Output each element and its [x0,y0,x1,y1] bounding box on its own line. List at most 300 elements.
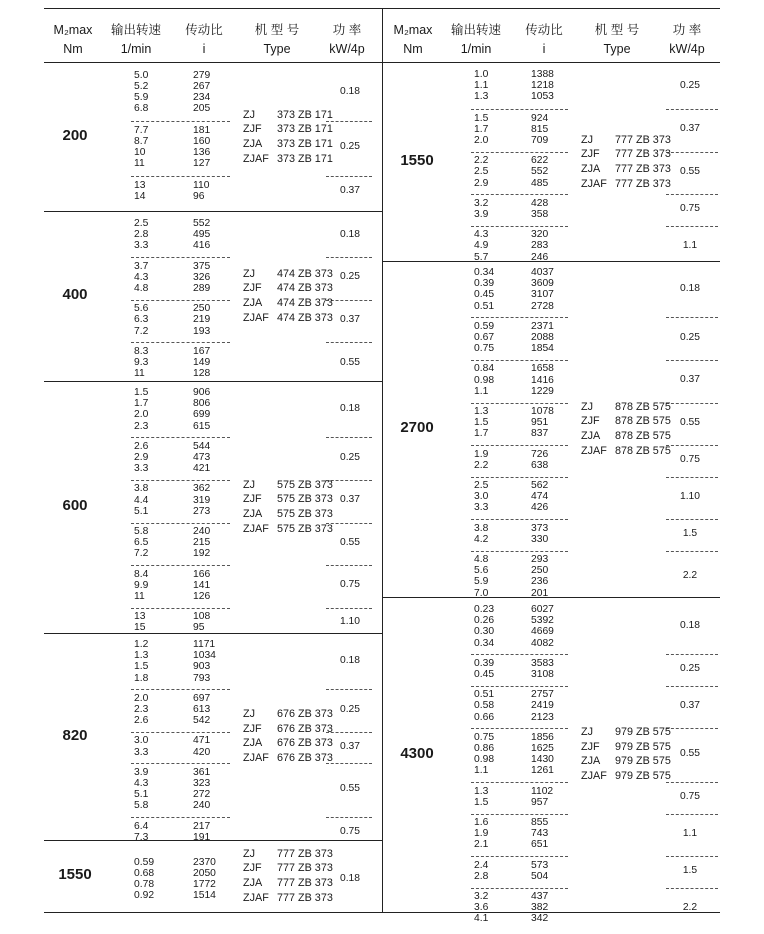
gear-ratio: 421 [193,463,211,475]
block-divider [44,381,382,382]
header-label: 传动比 [185,23,223,37]
model-prefix: ZJA [243,876,263,889]
motor-power: 0.37 [339,740,361,752]
gear-ratio: 219 [193,314,211,326]
output-speed: 1.3 [474,785,489,797]
gear-ratio: 342 [531,913,549,925]
gear-ratio: 474 [531,491,549,503]
speed-group [134,441,148,475]
model-prefix: ZJF [243,493,262,506]
group-divider [666,152,718,153]
ratio-group [193,611,210,633]
output-speed: 3.0 [474,491,489,503]
output-speed: 2.5 [474,480,489,491]
gear-ratio: 330 [531,533,549,545]
output-speed: 4.1 [474,913,489,925]
gear-ratio: 855 [531,817,549,828]
gear-ratio: 126 [193,590,211,602]
model-code: 575 ZB 373 [277,478,333,491]
header-label: 功 率 [672,23,702,37]
header-unit: Type [263,42,291,56]
output-speed: 0.84 [474,363,495,375]
gear-ratio: 1416 [531,374,554,386]
output-speed: 13 [134,179,146,191]
output-speed: 0.39 [474,657,495,669]
gear-ratio: 2123 [531,711,554,723]
output-speed: 0.75 [474,731,495,743]
group-divider [326,523,372,524]
group-divider [131,480,230,481]
output-speed: 2.2 [474,155,489,167]
gear-ratio: 323 [193,777,211,789]
model-prefix: ZJ [581,726,593,739]
gear-ratio: 815 [531,123,549,135]
speed-group [134,857,154,902]
output-speed: 0.45 [474,668,495,680]
gear-ratio: 110 [193,179,210,191]
model-type [243,847,333,862]
output-speed: 5.8 [134,800,149,812]
max-torque-value: 400 [62,286,88,303]
column-header [384,21,442,59]
model-type-list [581,400,671,458]
output-speed: 1.2 [134,639,149,650]
gear-ratio: 743 [531,828,549,840]
group-divider [326,689,372,690]
gear-ratio: 2371 [531,320,554,332]
group-divider [666,445,718,446]
gear-ratio: 793 [193,672,211,684]
gear-ratio: 416 [193,240,211,252]
gear-ratio: 495 [193,229,211,241]
gear-ratio: 699 [193,409,211,421]
header-label: M₂max [393,23,433,37]
gear-ratio: 651 [531,839,549,851]
max-torque-value: 820 [62,726,88,744]
gear-ratio: 279 [193,69,211,81]
motor-power: 0.25 [679,663,701,674]
output-speed: 11 [134,590,145,602]
output-speed: 4.8 [134,282,149,294]
motor-power: 0.55 [679,166,701,177]
gear-ratio: 361 [193,766,211,778]
block-divider [44,633,382,634]
model-prefix: ZJF [243,282,262,295]
gear-ratio: 192 [193,548,211,560]
max-torque-value: 4300 [400,744,434,762]
gear-ratio: 234 [193,92,211,104]
output-speed: 13 [134,611,146,623]
gear-ratio: 181 [193,124,211,136]
speed-group [474,155,488,189]
gear-ratio: 95 [193,622,205,634]
gear-ratio: 709 [531,134,549,146]
gear-ratio: 246 [531,251,549,263]
group-divider [471,109,568,110]
speed-group [134,180,145,202]
header-unit: Type [603,42,631,56]
group-divider [666,360,718,361]
output-speed: 3.2 [474,197,489,209]
speed-group [474,658,494,680]
output-speed: 4.9 [474,240,489,252]
group-divider [131,342,230,343]
group-divider [131,257,230,258]
model-code: 373 ZB 171 [277,123,333,136]
output-speed: 15 [134,622,146,634]
gear-ratio: 217 [193,820,211,832]
group-divider [471,728,568,729]
group-divider [471,519,568,520]
gear-ratio: 4037 [531,267,554,278]
output-speed: 1.5 [474,112,489,124]
output-speed: 2.1 [474,839,489,851]
ratio-group [193,70,210,115]
max-torque-value: 2700 [400,419,434,436]
model-prefix: ZJAF [581,444,607,457]
model-code: 979 ZB 575 [615,755,671,768]
group-divider [666,782,718,783]
header-label: 机 型 号 [594,23,640,37]
group-divider [131,608,230,609]
gear-ratio: 1658 [531,363,554,375]
ratio-group [193,346,210,380]
motor-power: 0.37 [339,185,361,197]
model-type [581,769,671,784]
header-unit: kW/4p [329,42,365,56]
output-speed: 2.9 [134,451,149,463]
model-code: 373 ZB 171 [277,108,333,121]
motor-power: 0.18 [339,655,361,667]
output-speed: 0.92 [134,890,155,902]
group-divider [326,565,372,566]
motor-power: 0.37 [339,314,361,325]
output-speed: 1.9 [474,828,489,840]
gear-ratio: 1856 [531,731,554,743]
group-divider [131,763,230,764]
motor-power: 0.25 [339,141,361,153]
header-label: 功 率 [332,23,362,37]
output-speed: 8.7 [134,135,149,147]
gear-ratio: 215 [193,537,211,549]
group-divider [131,817,230,818]
output-speed: 3.0 [134,735,149,747]
group-divider [326,608,372,609]
model-code: 777 ZB 373 [277,847,333,860]
model-prefix: ZJF [243,123,262,136]
gear-ratio: 236 [531,576,549,588]
speed-group [474,554,488,599]
output-speed: 4.4 [134,494,149,506]
ratio-group [531,891,548,925]
motor-power: 0.25 [339,451,361,463]
speed-group [474,604,494,649]
output-speed: 6.5 [134,537,149,549]
motor-power: 0.37 [679,374,701,386]
output-speed: 3.3 [134,746,149,758]
motor-power: 0.25 [679,331,701,343]
group-divider [471,856,568,857]
output-speed: 9.3 [134,356,149,368]
output-speed: 1.5 [134,661,149,673]
output-speed: 0.51 [474,300,495,312]
speed-group [134,70,148,115]
output-speed: 3.6 [474,902,489,914]
output-speed: 2.8 [134,229,149,241]
gear-ratio: 2370 [193,856,216,868]
motor-power: 0.18 [339,873,361,884]
model-type [581,162,671,177]
group-divider [131,121,230,122]
column-header [108,21,164,59]
motor-power: 0.18 [679,620,701,632]
group-divider [666,194,718,195]
motor-power: 0.18 [339,228,361,240]
ratio-group [531,786,553,808]
group-divider [666,477,718,478]
gear-ratio: 272 [193,789,211,801]
model-prefix: ZJ [243,108,255,121]
gear-ratio: 2088 [531,331,554,343]
model-code: 979 ZB 575 [615,770,671,783]
ratio-group [193,526,210,560]
gear-ratio: 471 [193,735,211,747]
gear-ratio: 2728 [531,300,554,312]
model-type [581,754,671,769]
model-prefix: ZJF [243,862,262,875]
model-type [243,492,333,507]
gear-ratio: 358 [531,208,549,220]
gear-ratio: 6027 [531,604,554,615]
gear-ratio: 1514 [193,890,216,902]
group-divider [666,686,718,687]
speed-group [134,767,148,812]
model-code: 474 ZB 373 [277,282,333,295]
output-speed: 2.3 [134,703,149,715]
group-divider [666,403,718,404]
model-type-list [243,478,333,536]
group-divider [326,176,372,177]
ratio-group [531,69,554,103]
gear-ratio: 544 [193,440,211,452]
motor-power: 0.55 [679,416,701,428]
group-divider [666,888,718,889]
model-code: 878 ZB 575 [615,415,671,428]
group-divider [326,732,372,733]
model-prefix: ZJ [243,708,255,721]
output-speed: 2.0 [134,409,149,421]
model-prefix: ZJAF [243,752,269,765]
gear-ratio: 1261 [531,765,554,777]
group-divider [666,317,718,318]
ratio-group [531,554,548,599]
model-prefix: ZJA [581,429,601,442]
model-type [581,444,671,459]
ratio-group [531,480,548,514]
model-type [243,137,333,152]
gear-ratio: 201 [531,587,549,599]
group-divider [326,763,372,764]
model-type [581,414,671,429]
output-speed: 2.5 [134,218,149,229]
model-prefix: ZJA [243,296,263,309]
speed-group [134,693,148,727]
model-code: 777 ZB 373 [615,177,671,190]
bottom-border [44,912,720,913]
speed-group [474,363,494,397]
motor-power: 1.1 [682,827,698,839]
output-speed: 4.3 [134,271,149,283]
output-speed: 0.78 [134,878,155,890]
header-label: M₂max [53,23,93,37]
gear-ratio: 562 [531,480,549,491]
output-speed: 0.58 [474,700,495,712]
speed-group [474,689,494,723]
output-speed: 2.5 [474,166,489,178]
model-code: 676 ZB 373 [277,708,333,721]
speed-group [134,483,148,517]
model-prefix: ZJ [243,267,255,280]
output-speed: 1.3 [474,91,489,103]
output-speed: 6.3 [134,314,149,326]
speed-group [134,218,148,252]
group-divider [666,814,718,815]
model-type [581,740,671,755]
output-speed: 2.6 [134,440,149,452]
model-prefix: ZJ [581,133,593,146]
output-speed: 2.0 [474,134,489,146]
speed-group [474,229,488,263]
output-speed: 0.26 [474,615,495,627]
output-speed: 1.7 [474,123,489,135]
gear-ratio: 193 [193,325,211,337]
output-speed: 0.59 [134,856,155,868]
ratio-group [193,261,210,295]
motor-power: 0.75 [339,579,361,591]
gear-ratio: 96 [193,191,205,203]
model-type [581,177,671,192]
output-speed: 0.67 [474,331,495,343]
ratio-group [531,523,548,545]
output-speed: 1.5 [134,387,149,398]
model-prefix: ZJF [243,722,262,735]
output-speed: 7.7 [134,124,149,136]
header-unit: i [202,42,206,56]
model-type [243,296,333,311]
ratio-group [193,303,210,337]
motor-power: 0.37 [339,494,361,506]
model-code: 878 ZB 575 [615,429,671,442]
gear-ratio: 2757 [531,689,554,701]
gear-ratio: 697 [193,692,211,704]
model-code: 575 ZB 373 [277,493,333,506]
motor-power: 0.55 [339,783,361,795]
model-type-list [243,267,333,325]
header-unit: Nm [63,42,83,56]
gear-ratio: 473 [193,451,211,463]
gear-ratio: 924 [531,112,549,124]
motor-power: 1.1 [682,240,698,251]
output-speed: 2.0 [134,692,149,704]
output-speed: 1.6 [474,817,489,828]
gear-ratio: 289 [193,282,211,294]
motor-power: 0.55 [339,356,361,368]
output-speed: 0.98 [474,374,495,386]
group-divider [471,551,568,552]
gear-ratio: 906 [193,387,211,398]
ratio-group [193,693,210,727]
speed-group [474,817,488,851]
model-type [243,311,333,326]
gear-ratio: 485 [531,177,549,189]
output-speed: 3.2 [474,891,489,902]
gear-ratio: 240 [193,526,211,537]
gear-ratio: 552 [193,218,211,229]
ratio-group [193,483,210,517]
gear-ratio: 2419 [531,700,554,712]
output-speed: 9.9 [134,579,149,591]
model-code: 777 ZB 373 [615,133,671,146]
gear-ratio: 951 [531,417,549,429]
header-unit: 1/min [120,42,152,56]
model-type [243,108,333,123]
output-speed: 0.98 [474,754,495,766]
gear-ratio: 1229 [531,385,554,397]
group-divider [471,317,568,318]
gear-ratio: 615 [193,420,211,432]
gear-ratio: 319 [193,494,211,506]
motor-power: 0.18 [339,86,361,98]
gear-ratio: 552 [531,166,549,178]
speed-group [474,480,488,514]
group-divider [326,817,372,818]
gear-ratio: 1430 [531,754,554,766]
ratio-group [531,817,548,851]
model-type-list [581,725,671,783]
group-divider [471,226,568,227]
group-divider [131,176,230,177]
gear-ratio: 957 [531,796,549,808]
model-code: 474 ZB 373 [277,311,333,324]
group-divider [471,152,568,153]
group-divider [471,194,568,195]
group-divider [471,403,568,404]
speed-group [474,321,494,355]
output-speed: 3.8 [474,522,489,534]
center-divider [382,8,383,912]
ratio-group [193,639,216,684]
column-header [662,21,712,59]
gear-ratio: 573 [531,859,549,871]
block-divider [44,840,382,841]
gear-ratio: 205 [193,103,211,115]
group-divider [666,226,718,227]
gear-ratio: 4082 [531,637,554,649]
speed-group [134,303,148,337]
speed-group [474,449,488,471]
gear-ratio: 806 [193,398,211,410]
output-speed: 0.75 [474,343,495,355]
gear-ratio: 437 [531,891,549,902]
gear-ratio: 5392 [531,615,554,627]
model-prefix: ZJA [581,162,601,175]
group-divider [666,519,718,520]
group-divider [471,654,568,655]
group-divider [666,856,718,857]
output-speed: 3.3 [474,502,489,514]
model-type-list [243,847,333,905]
output-speed: 14 [134,191,146,203]
